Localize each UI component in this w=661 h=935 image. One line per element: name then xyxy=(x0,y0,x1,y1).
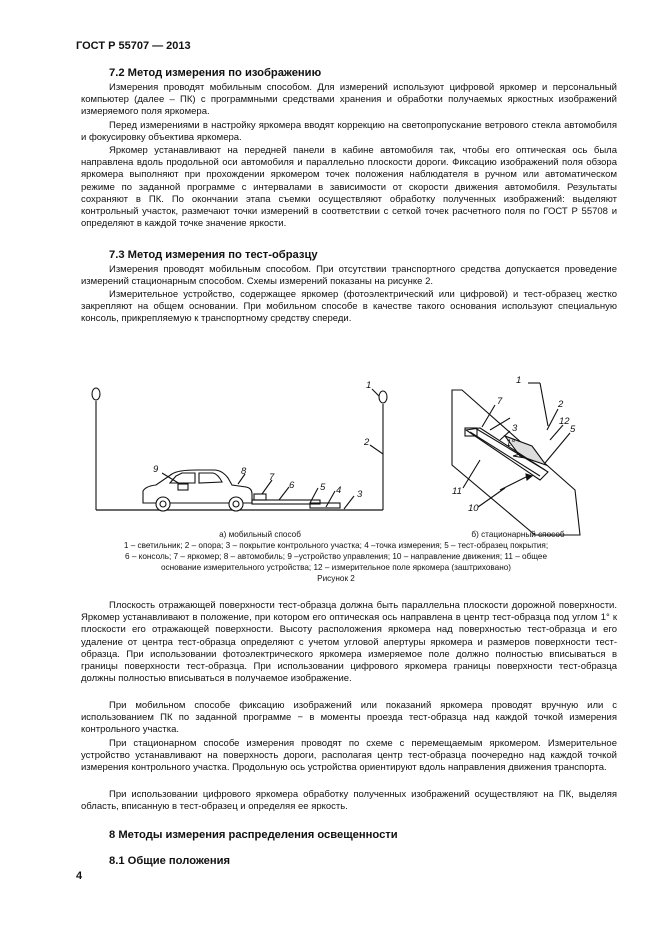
page-number: 4 xyxy=(76,870,83,882)
fig-b-label-1: 1 xyxy=(516,375,522,386)
figure-caption-b: б) стационарный способ xyxy=(471,530,565,539)
body-paragraph-1: Плоскость отражающей поверхности тест-образца должна быть параллельна плоскости дорожной поверхности. Яркомер устанавливают в положение, при котором его оптическая ось направлена в центр тест-образца под углом 1° к плоскости его отражающей поверхности. Высоту расположения яркомера над поверхностью тест-образца и его удаление от центра тест-образца определяют с учетом угловой апертуры яркомера и размеров поверхности тест-образца. При использовании фотоэлектрического яркомера измеряемое поле должно полностью вписываться в границы поверхности тест-образца. При использовании цифрового яркомера границы поверхности тест-образца должны полностью вписываться в получаемое изображение. xyxy=(81,600,617,685)
section-7-2-paragraph-3: Яркомер устанавливают на передней панели в кабине автомобиля так, чтобы его оптическая ось была направлена вдоль продольной оси автомобиля и параллельно плоскости дороги. Фиксацию изображений поля обзора яркомера выполняют при прохождении яркомером точек положения наблюдателя в ручном или автоматическом режиме по заданной программе с интервалами в зависимости от скорости движения автомобиля. Результаты сохраняют в ПК. По окончании этапа съемки осуществляют обработку полученных изображений: выделяют контрольный участок, размечают точки измерений в соответствии с сеткой точек расчетного поля по ГОСТ Р 55708 и определяют в каждой точке значение яркости. xyxy=(81,145,617,230)
body-paragraph-3: При стационарном способе измерения проводят по схеме с перемещаемым яркомером. Измерительное устройство устанавливают на поверхность дороги, располагая центр тест-образца поочередно над каждой точкой измерения контрольного участка. Продольную ось устройства ориентируют вдоль направления движения транспорта. xyxy=(81,738,617,774)
section-7-3-paragraph-2: Измерительное устройство, содержащее яркомер (фотоэлектрический или цифровой) и тест-образец жестко закрепляют на общем основании. При мобильном способе в качестве такого основания используют специальную консоль, прикрепляемую к транспортному средству спереди. xyxy=(81,289,617,325)
fig-a-label-7: 7 xyxy=(269,472,275,483)
section-7-2-title: 7.2 Метод измерения по изображению xyxy=(109,67,322,79)
document-header: ГОСТ Р 55707 — 2013 xyxy=(76,40,191,52)
figure-title: Рисунок 2 xyxy=(317,574,355,583)
fig-b-label-5: 5 xyxy=(570,424,576,435)
section-7-2-paragraph-2: Перед измерениями в настройку яркомера вводят коррекцию на светопропускание ветрового стекла автомобиля и фокусировку объектива яркомера. xyxy=(81,120,617,144)
fig-a-label-5: 5 xyxy=(320,482,326,493)
fig-b-label-angle: 1° xyxy=(506,438,516,449)
fig-a-label-8: 8 xyxy=(241,466,247,477)
fig-a-label-4: 4 xyxy=(336,485,342,496)
section-8-title: 8 Методы измерения распределения освещенности xyxy=(109,829,398,841)
fig-a-label-9: 9 xyxy=(153,464,159,475)
section-7-2-paragraph-1: Измерения проводят мобильным способом. Для измерений используют цифровой яркомер и персональный компьютер (далее – ПК) с программными средствами хранения и обработки получаемых яркостных изображений измеряемого поля яркомера. xyxy=(81,82,617,118)
figure-legend-line-1: 1 – светильник; 2 – опора; 3 – покрытие контрольного участка; 4 –точка измерения; 5 – тест-образец покрытия; xyxy=(123,541,549,550)
figure-legend-line-3: основание измерительного устройства; 12 – измерительное поле яркомера (заштриховано) xyxy=(160,563,512,572)
fig-a-label-6: 6 xyxy=(289,480,295,491)
figure-caption-a: а) мобильный способ xyxy=(219,530,301,539)
body-paragraph-4: При использовании цифрового яркомера обработку полученных изображений осуществляют на ПК, выделяя область, вписанную в тест-образец и определяя ее яркость. xyxy=(81,789,617,813)
fig-b-label-12: 12 xyxy=(559,416,570,427)
fig-b-label-11: 11 xyxy=(452,486,462,497)
fig-b-label-10: 10 xyxy=(468,503,479,514)
fig-b-label-2: 2 xyxy=(558,399,564,410)
fig-b-label-7: 7 xyxy=(497,396,503,407)
fig-a-label-3: 3 xyxy=(357,489,363,500)
lamp-left-icon xyxy=(92,388,100,400)
section-7-3-title: 7.3 Метод измерения по тест-образцу xyxy=(109,249,318,261)
section-7-3-paragraph-1: Измерения проводят мобильным способом. При отсутствии транспортного средства допускается проведение измерений стационарным способом. Схемы измерений показаны на рисунке 2. xyxy=(81,264,617,288)
figure-legend-line-2: 6 – консоль; 7 – яркомер; 8 – автомобиль; 9 –устройство управления; 10 – направление движения; 11 – общее xyxy=(124,552,548,561)
section-8-1-title: 8.1 Общие положения xyxy=(109,855,231,867)
figure-2-drawing xyxy=(0,370,661,540)
fig-b-label-3: 3 xyxy=(512,423,518,434)
lamp-right-icon xyxy=(379,391,387,403)
body-paragraph-2: При мобильном способе фиксацию изображений или показаний яркомера проводят вручную или с использованием ПК по заданной программе − в моменты проезда тест-образца над каждой точкой измерения контрольного участка. xyxy=(81,700,617,736)
fig-a-label-1: 1 xyxy=(366,380,372,391)
fig-a-label-2: 2 xyxy=(364,437,370,448)
